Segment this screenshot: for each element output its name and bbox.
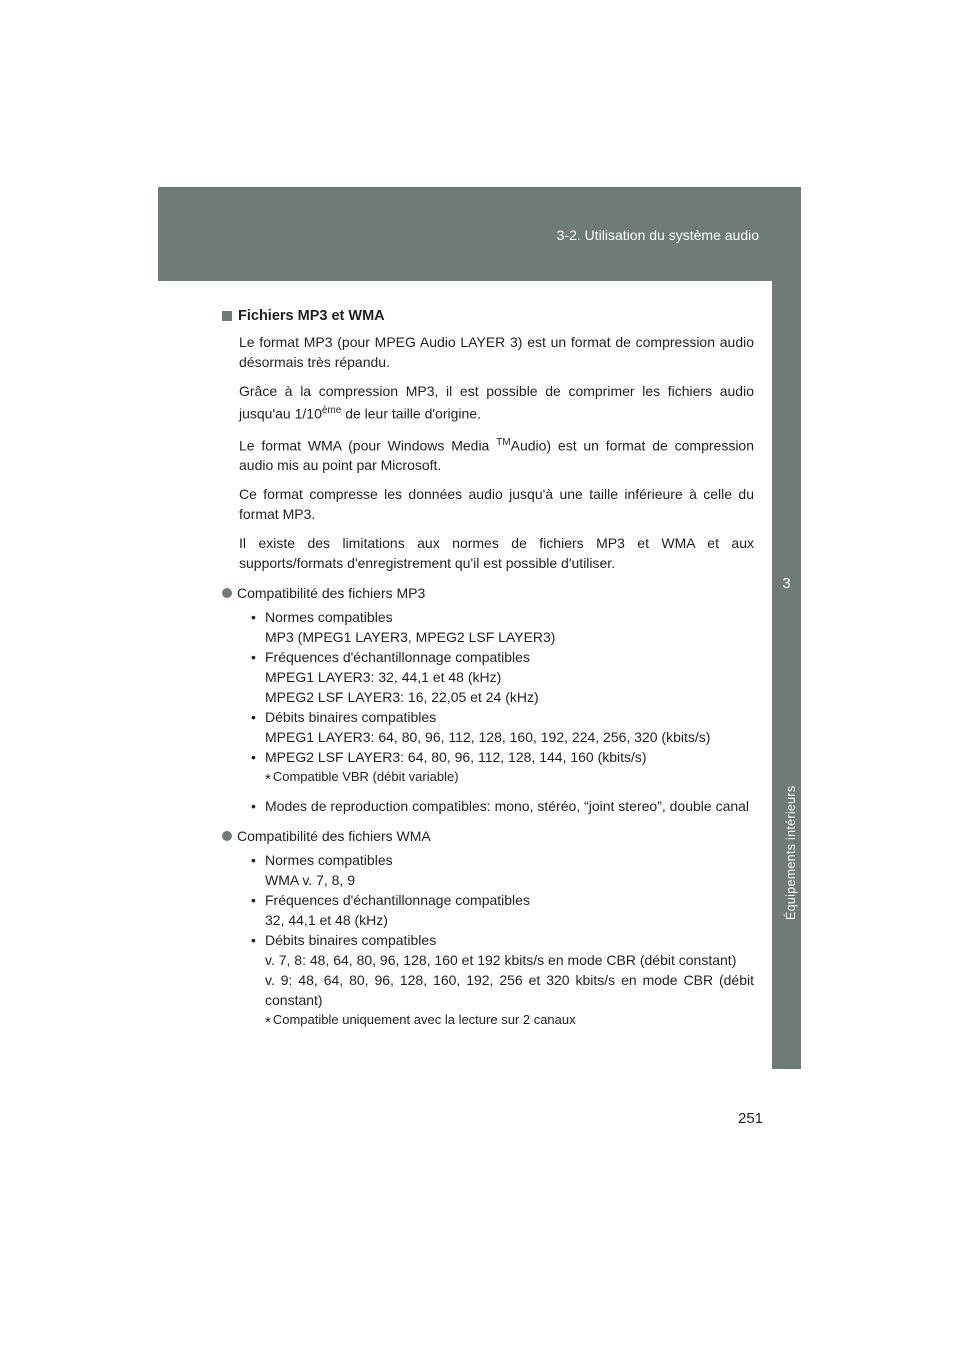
page-content (222, 306, 754, 1037)
paragraph-mp3-intro: Le format MP3 (pour MPEG Audio LAYER 3) est un format de compression audio désormais très répandu. (239, 334, 754, 370)
wma-heading (222, 826, 754, 846)
list-item (251, 747, 754, 790)
list-item (251, 796, 754, 816)
note-text: Compatible uniquement avec la lecture sur 2 canaux (272, 1012, 576, 1028)
list-item (251, 707, 754, 747)
bullet-icon: • (251, 649, 256, 666)
chapter-side-tab (772, 281, 801, 1069)
mp3-bitrate-label: Débits binaires compatibles (265, 709, 437, 726)
bullet-icon: • (251, 798, 256, 815)
mp3-heading (222, 583, 754, 603)
mp3-norms-value: MP3 (MPEG1 LAYER3, MPEG2 LSF LAYER3) (265, 629, 556, 646)
superscript: ème (321, 405, 342, 416)
mp3-bitrate-note (265, 767, 754, 790)
paragraph-wma-compress: Ce format compresse les données audio jusqu'à une taille inférieure à celle du format MP3. (239, 486, 754, 523)
paragraph-compression (239, 381, 754, 424)
wma-heading-text: Compatibilité des fichiers WMA (237, 828, 431, 845)
paragraph-text: Le format WMA (pour Windows Media (239, 437, 497, 454)
paragraph-text: Grâce à la compression MP3, il est possible de comprimer les fichiers audio jusqu'au 1/10 (239, 383, 754, 422)
wma-bitrate-value1: v. 7, 8: 48, 64, 80, 96, 128, 160 et 192 kbits/s en mode CBR (débit constant) (265, 952, 737, 969)
bullet-icon: • (251, 609, 256, 626)
mp3-heading-text: Compatibilité des fichiers MP3 (237, 585, 426, 602)
list-item (251, 890, 754, 930)
chapter-header (158, 187, 801, 281)
asterisk-icon: * (265, 1014, 271, 1032)
section-title-text: Fichiers MP3 et WMA (238, 308, 385, 324)
asterisk-icon: * (265, 771, 271, 789)
bullet-icon: • (251, 709, 256, 726)
wma-freq-label: Fréquences d'échantillonnage compatibles (265, 892, 530, 909)
wma-norms-label: Normes compatibles (265, 852, 393, 869)
section-title (222, 306, 754, 326)
mp3-freq-value2: MPEG2 LSF LAYER3: 16, 22,05 et 24 (kHz) (265, 689, 539, 706)
page-number: 251 (738, 1110, 764, 1127)
mp3-bitrate-value2: MPEG2 LSF LAYER3: 64, 80, 96, 112, 128, 144, 160 (kbits/s) (265, 749, 647, 766)
note-text: Compatible VBR (débit variable) (272, 769, 459, 785)
circle-bullet-icon (222, 588, 232, 598)
chapter-label: Équipements intérieurs (784, 785, 798, 921)
paragraph-limitations: Il existe des limitations aux normes de fichiers MP3 et WMA et aux supports/formats d'enregistrement qu'il est possible d'utiliser. (239, 535, 754, 572)
paragraph-text: Audio) est un format de compression audio mis au point par Microsoft. (239, 437, 755, 474)
mp3-norms-label: Normes compatibles (265, 609, 393, 626)
bullet-icon: • (251, 852, 256, 869)
superscript: TM (496, 436, 511, 448)
list-item (251, 930, 754, 1033)
chapter-number: 3 (782, 575, 791, 592)
paragraph-wma-intro (239, 433, 754, 476)
mp3-list (251, 607, 754, 816)
wma-bitrate-label: Débits binaires compatibles (265, 932, 437, 949)
wma-norms-value: WMA v. 7, 8, 9 (265, 872, 355, 889)
square-bullet-icon (222, 311, 232, 321)
wma-bitrate-value2: v. 9: 48, 64, 80, 96, 128, 160, 192, 256 et 320 kbits/s en mode CBR (débit constant) (265, 972, 754, 1009)
list-item (251, 607, 754, 647)
mp3-modes: Modes de reproduction compatibles: mono, stéréo, “joint stereo”, double canal (265, 798, 750, 815)
mp3-freq-label: Fréquences d'échantillonnage compatibles (265, 649, 530, 666)
wma-bitrate-note (265, 1010, 754, 1033)
circle-bullet-icon (222, 831, 232, 841)
paragraph-text: de leur taille d'origine. (341, 405, 481, 422)
bullet-icon: • (251, 932, 256, 949)
bullet-icon: • (251, 892, 256, 909)
list-item (251, 850, 754, 890)
header-title: 3-2. Utilisation du système audio (556, 227, 759, 243)
mp3-bitrate-value1: MPEG1 LAYER3: 64, 80, 96, 112, 128, 160, 192, 224, 256, 320 (kbits/s) (265, 729, 711, 746)
list-item (251, 647, 754, 707)
wma-list (251, 850, 754, 1033)
wma-freq-value: 32, 44,1 et 48 (kHz) (265, 912, 388, 929)
bullet-icon: • (251, 749, 256, 766)
mp3-freq-value1: MPEG1 LAYER3: 32, 44,1 et 48 (kHz) (265, 669, 502, 686)
